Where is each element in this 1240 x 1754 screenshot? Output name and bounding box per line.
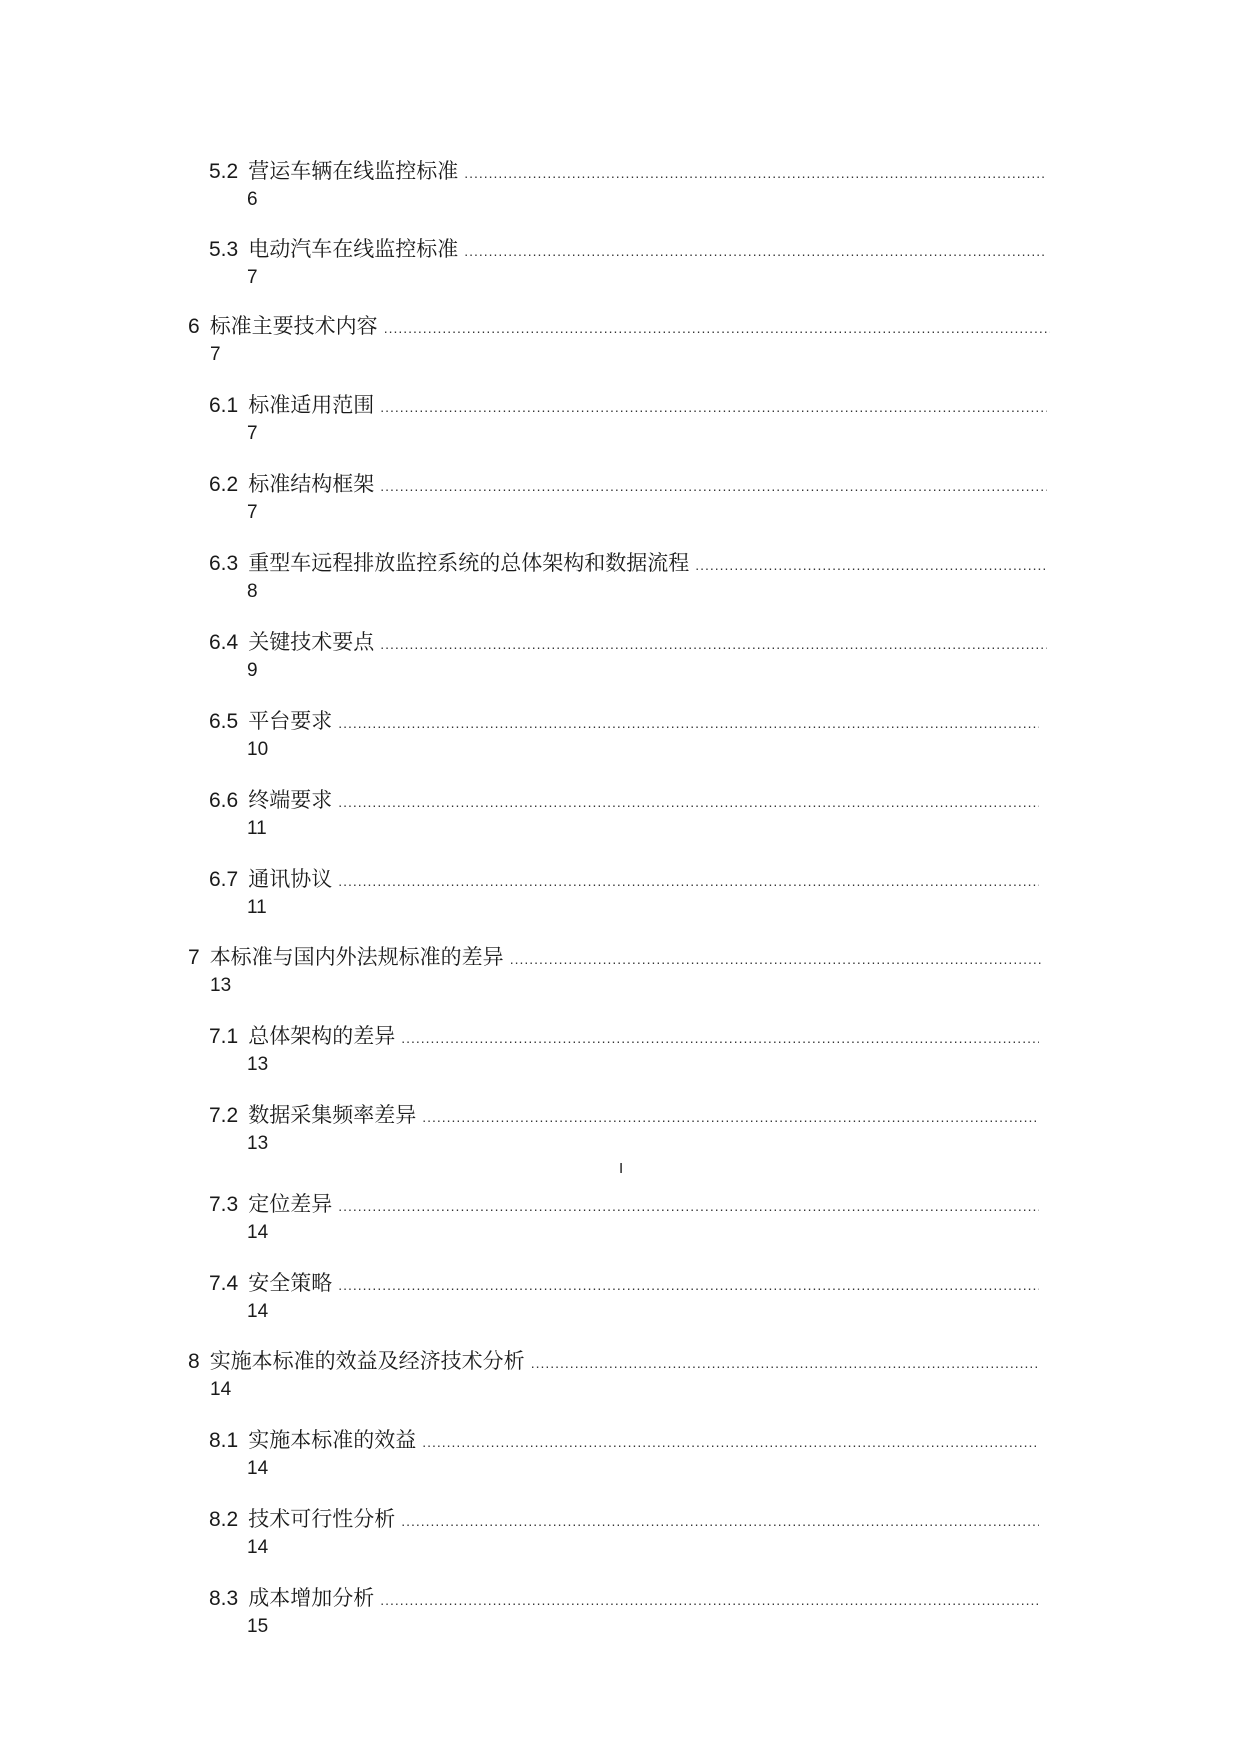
toc-page-number: 7 xyxy=(247,423,258,444)
toc-entry-6-7[interactable] xyxy=(209,867,1039,927)
toc-title[interactable]: 营运车辆在线监控标准 xyxy=(248,160,459,183)
toc-entry-6-1[interactable] xyxy=(209,393,1047,453)
toc-dot-leader xyxy=(695,552,1045,578)
toc-dot-leader xyxy=(464,238,1047,264)
toc-number: 6.3 xyxy=(209,552,239,575)
toc-page-number: 15 xyxy=(247,1616,269,1637)
toc-title[interactable]: 关键技术要点 xyxy=(248,631,375,654)
toc-page-number: 14 xyxy=(247,1458,269,1479)
toc-entry-8-3[interactable] xyxy=(209,1586,1039,1646)
toc-page-number: 7 xyxy=(247,502,258,523)
toc-dot-leader xyxy=(422,1104,1039,1130)
toc-dot-leader xyxy=(338,1272,1039,1298)
toc-page-number: 9 xyxy=(247,660,258,681)
toc-title[interactable]: 成本增加分析 xyxy=(248,1587,375,1610)
toc-number: 6.2 xyxy=(209,473,239,496)
toc-page-number: 7 xyxy=(210,344,221,365)
toc-dot-leader xyxy=(531,1350,1040,1376)
toc-title[interactable]: 技术可行性分析 xyxy=(248,1508,396,1531)
toc-entry-8-2[interactable] xyxy=(209,1507,1039,1567)
toc-number: 6.6 xyxy=(209,789,239,812)
toc-number: 8.3 xyxy=(209,1587,239,1610)
toc-entry-6[interactable] xyxy=(188,314,1050,374)
toc-title[interactable]: 重型车远程排放监控系统的总体架构和数据流程 xyxy=(248,552,690,575)
toc-title[interactable]: 终端要求 xyxy=(248,789,333,812)
toc-dot-leader xyxy=(380,473,1047,499)
toc-page-number: 14 xyxy=(210,1379,232,1400)
toc-title[interactable]: 电动汽车在线监控标准 xyxy=(248,238,459,261)
toc-page-number: 8 xyxy=(247,581,258,602)
toc-entry-6-4[interactable] xyxy=(209,630,1047,690)
toc-title[interactable]: 标准结构框架 xyxy=(248,473,375,496)
toc-dot-leader xyxy=(380,631,1047,657)
toc-entry-8[interactable] xyxy=(188,1349,1040,1409)
toc-number: 8.1 xyxy=(209,1429,239,1452)
toc-page-number: 13 xyxy=(210,975,232,996)
toc-title[interactable]: 定位差异 xyxy=(248,1193,333,1216)
toc-page-number: 7 xyxy=(247,267,258,288)
toc-number: 8.2 xyxy=(209,1508,239,1531)
toc-dot-leader xyxy=(464,160,1047,186)
toc-title[interactable]: 实施本标准的效益 xyxy=(248,1429,417,1452)
toc-dot-leader xyxy=(401,1508,1039,1534)
toc-entry-6-3[interactable] xyxy=(209,551,1045,611)
toc-title[interactable]: 安全策略 xyxy=(248,1272,333,1295)
toc-entry-7[interactable] xyxy=(188,945,1041,1005)
toc-number: 8 xyxy=(188,1350,200,1373)
toc-entry-5-3[interactable] xyxy=(209,237,1047,297)
toc-title[interactable]: 标准适用范围 xyxy=(248,394,375,417)
toc-dot-leader xyxy=(338,1193,1039,1219)
toc-dot-leader xyxy=(338,789,1039,815)
toc-title[interactable]: 本标准与国内外法规标准的差异 xyxy=(209,946,504,969)
toc-page-number: 11 xyxy=(247,818,267,839)
toc-title[interactable]: 标准主要技术内容 xyxy=(209,315,378,338)
toc-dot-leader xyxy=(338,868,1039,894)
toc-entry-7-1[interactable] xyxy=(209,1024,1039,1084)
toc-title[interactable]: 通讯协议 xyxy=(248,868,333,891)
toc-number: 5.2 xyxy=(209,160,239,183)
toc-number: 6.1 xyxy=(209,394,239,417)
toc-page-number: 6 xyxy=(247,189,258,210)
toc-dot-leader xyxy=(401,1025,1039,1051)
toc-page-number: 14 xyxy=(247,1537,269,1558)
toc-title[interactable]: 总体架构的差异 xyxy=(248,1025,396,1048)
toc-title[interactable]: 数据采集频率差异 xyxy=(248,1104,417,1127)
toc-title[interactable]: 实施本标准的效益及经济技术分析 xyxy=(209,1350,525,1373)
toc-number: 6 xyxy=(188,315,200,338)
toc-dot-leader xyxy=(380,1587,1039,1613)
toc-number: 7 xyxy=(188,946,200,969)
toc-page-number: 14 xyxy=(247,1222,269,1243)
toc-dot-leader xyxy=(510,946,1041,972)
toc-dot-leader xyxy=(384,315,1050,341)
toc-page-number: 11 xyxy=(247,897,267,918)
toc-entry-7-3[interactable] xyxy=(209,1192,1039,1252)
toc-dot-leader xyxy=(380,394,1047,420)
toc-number: 7.4 xyxy=(209,1272,239,1295)
toc-number: 6.7 xyxy=(209,868,239,891)
toc-dot-leader xyxy=(338,710,1039,736)
page-marker: I xyxy=(619,1160,624,1177)
toc-entry-8-1[interactable] xyxy=(209,1428,1039,1488)
toc-number: 7.2 xyxy=(209,1104,239,1127)
toc-entry-5-2[interactable] xyxy=(209,159,1047,219)
toc-entry-6-2[interactable] xyxy=(209,472,1047,532)
toc-entry-7-2[interactable] xyxy=(209,1103,1039,1163)
toc-page-number: 10 xyxy=(247,739,269,760)
toc-entry-7-4[interactable] xyxy=(209,1271,1039,1331)
toc-entry-6-5[interactable] xyxy=(209,709,1039,769)
toc-number: 7.1 xyxy=(209,1025,239,1048)
toc-number: 6.5 xyxy=(209,710,239,733)
toc-dot-leader xyxy=(422,1429,1039,1455)
toc-page-number: 13 xyxy=(247,1133,269,1154)
toc-title[interactable]: 平台要求 xyxy=(248,710,333,733)
toc-number: 7.3 xyxy=(209,1193,239,1216)
toc-number: 6.4 xyxy=(209,631,239,654)
toc-page-number: 13 xyxy=(247,1054,269,1075)
toc-number: 5.3 xyxy=(209,238,239,261)
toc-page-number: 14 xyxy=(247,1301,269,1322)
toc-entry-6-6[interactable] xyxy=(209,788,1039,848)
